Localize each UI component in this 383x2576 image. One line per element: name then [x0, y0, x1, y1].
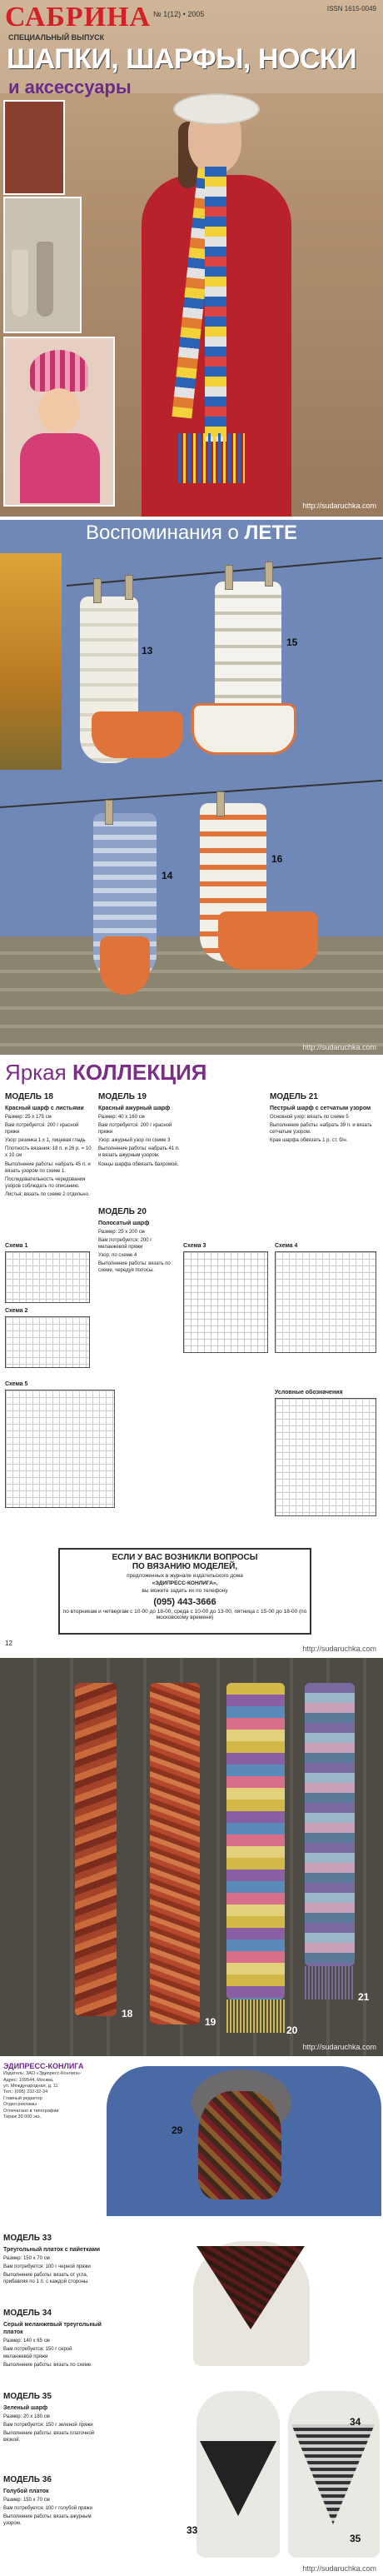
photo-number-35: 35	[350, 2533, 361, 2544]
socks-section	[0, 520, 383, 1055]
collection-title-prefix: Яркая	[5, 1060, 72, 1085]
wooden-fence	[0, 936, 383, 1055]
sock-15-foot	[192, 703, 296, 755]
clothesline-bottom	[0, 780, 382, 808]
model-cap	[173, 93, 260, 125]
instruction-line: Вам потребуется: 100 г черной пряжи	[3, 2264, 91, 2270]
model-21-instructions	[270, 1091, 378, 1146]
instruction-line: Выполнение работы: набрать 45 п. и вязать узором по схеме 1.	[5, 1161, 91, 1174]
scarf-18	[75, 1683, 117, 2016]
symbol-legend	[275, 1398, 376, 1516]
instruction-line: Плотность вязания: 18 п. и 26 р. = 10 х 10 см	[5, 1146, 92, 1159]
legend-title: Условные обозначения	[275, 1390, 343, 1395]
watermark-url: http://sudaruchka.com	[302, 2043, 376, 2051]
magazine-logo: САБРИНА	[5, 2, 152, 32]
watermark-url: http://sudaruchka.com	[302, 2564, 376, 2573]
instruction-line: Узор: резинка 1 х 1, лицевая гладь	[5, 1138, 86, 1144]
knitting-chart-3	[183, 1251, 268, 1353]
socks-title-bold: ЛЕТЕ	[244, 522, 298, 544]
chart-label: Схема 5	[5, 1381, 28, 1387]
model-heading: МОДЕЛЬ 19	[98, 1092, 147, 1101]
imprint-line: Отдел рекламы	[3, 2102, 37, 2108]
model-heading: МОДЕЛЬ 36	[3, 2475, 52, 2484]
instruction-line: Узор: по схеме 4	[98, 1253, 137, 1259]
scarf-number-19: 19	[205, 2016, 216, 2028]
clothespin	[93, 578, 102, 603]
model-heading: МОДЕЛЬ 21	[270, 1092, 318, 1101]
model-36-instructions	[3, 2474, 102, 2529]
knitting-chart-2	[5, 1316, 90, 1368]
knitting-chart-4	[275, 1251, 376, 1353]
sock-number-16: 16	[271, 853, 283, 865]
cover-thumbnail-scarf	[3, 100, 65, 195]
scarf-fringe	[226, 1999, 285, 2033]
sock-shape	[12, 250, 28, 317]
instruction-line: Вам потребуется: 100 г голубой пряжи	[3, 2506, 92, 2512]
model-heading: МОДЕЛЬ 35	[3, 2392, 52, 2401]
instruction-line: Вам потребуется: 200 г меланжевой пряжи	[98, 1238, 152, 1251]
watermark-url: http://sudaruchka.com	[302, 1043, 376, 1051]
socks-section-title	[0, 522, 383, 545]
knitting-chart-5	[5, 1390, 115, 1508]
clothespin	[125, 575, 133, 600]
issue-number: № 1(12) • 2005	[153, 10, 205, 18]
publisher-imprint	[3, 2061, 100, 2228]
help-hours: по вторникам и четвергам с 10-00 до 18-00, среда с 10-00 до 13-00, пятница с 15-00 до 18-00 (по московскому времени)	[62, 1609, 307, 1620]
instruction-line: Размер: 20 х 180 см	[3, 2414, 50, 2419]
instruction-line: Последовательность чередования узоров соблюдать по описанию.	[5, 1176, 86, 1189]
scarf-19	[150, 1683, 200, 2024]
child-face	[38, 388, 80, 433]
imprint-line: Тираж 30 000 экз.	[3, 2114, 42, 2120]
instruction-line: Размер: 40 х 160 см	[98, 1114, 145, 1120]
help-text: предложенных в журнале издательского дома	[127, 1573, 243, 1579]
model-heading: МОДЕЛЬ 20	[98, 1207, 147, 1216]
collection-title	[5, 1060, 206, 1086]
model-19-instructions	[98, 1091, 182, 1170]
photo-number-29: 29	[172, 2124, 183, 2136]
autumn-grass	[0, 553, 62, 770]
cover-title: ШАПКИ, ШАРФЫ, НОСКИ	[7, 43, 357, 75]
model-18-instructions	[5, 1091, 93, 1200]
shawls-section	[0, 2058, 383, 2576]
cover-subtitle: и аксессуары	[8, 77, 132, 97]
watermark-url: http://sudaruchka.com	[302, 502, 376, 510]
help-text: вы можете задать их по телефону	[142, 1588, 228, 1594]
model-heading: МОДЕЛЬ 34	[3, 2309, 52, 2318]
instruction-line: Размер: 140 х 65 см	[3, 2339, 50, 2344]
instruction-line: Размер: 150 х 70 см	[3, 2255, 50, 2261]
help-question-2: ПО ВЯЗАНИЮ МОДЕЛЕЙ,	[132, 1562, 238, 1571]
collection-section	[0, 1056, 383, 1656]
sock-13-foot	[92, 711, 183, 758]
sock-number-14: 14	[162, 870, 173, 881]
clothespin	[216, 791, 225, 816]
scarf-number-18: 18	[122, 2008, 133, 2019]
photo-number-34: 34	[350, 2416, 361, 2428]
instruction-line: Выполнение работы: вязать по схеме, чередуя полосы.	[98, 1261, 171, 1274]
instruction-line: Размер: 25 х 200 см	[98, 1229, 145, 1235]
model-subtitle: Треугольный платок с пайетками	[3, 2246, 101, 2253]
model-subtitle: Пестрый шарф с сетчатым узором	[270, 1105, 371, 1111]
instruction-line: Выполнение работы: набрать 39 п. и вязать сетчатым узором.	[270, 1123, 372, 1136]
issn-code: ISSN 1615-0049	[326, 5, 376, 12]
publisher-brand: ЭДИПРЕСС-КОНЛИГА	[3, 2062, 84, 2070]
help-publisher: «ЭДИПРЕСС-КОНЛИГА»,	[152, 1580, 218, 1586]
child-coat	[20, 433, 100, 503]
imprint-line: Главный редактор	[3, 2095, 42, 2101]
model-subtitle: Полосатый шарф	[98, 1220, 150, 1226]
model-35-instructions	[3, 2391, 102, 2445]
instruction-line: Выполнение работы: вязать ажурным узором.	[3, 2514, 92, 2527]
child-hat	[30, 350, 88, 392]
collection-title-bold: КОЛЛЕКЦИЯ	[72, 1060, 207, 1085]
special-edition-label: СПЕЦИАЛЬНЫЙ ВЫПУСК	[8, 33, 105, 42]
socks-title-prefix: Воспоминания о	[85, 522, 245, 544]
model-subtitle: Красный шарф с листьями	[5, 1105, 84, 1111]
model-34-instructions	[3, 2308, 102, 2370]
instruction-line: Вам потребуется: 200 г красной пряжи	[98, 1123, 172, 1136]
chart-label: Схема 4	[275, 1243, 298, 1249]
scarf-number-21: 21	[358, 1991, 370, 2003]
imprint-line: Тел.: (095) 232-32-34	[3, 2089, 48, 2095]
imprint-line: Отпечатано в типографии	[3, 2108, 59, 2114]
sock-number-13: 13	[142, 645, 153, 656]
model-heading: МОДЕЛЬ 18	[5, 1092, 53, 1101]
clothespin	[105, 800, 113, 825]
chart-label: Схема 2	[5, 1308, 28, 1314]
instruction-line: Выполнение работы: вязать по схеме.	[3, 2362, 92, 2368]
cover-section	[0, 0, 383, 517]
scarves-section	[0, 1658, 383, 2056]
instruction-line: Выполнение работы: вязать платочной вязкой.	[3, 2431, 95, 2444]
sock-14-foot	[100, 936, 150, 995]
model-subtitle: Серый меланжевый треугольный платок	[3, 2321, 102, 2335]
instruction-line: Размер: 150 х 70 см	[3, 2497, 50, 2503]
instruction-line: Вам потребуется: 150 г зеленой пряжи	[3, 2423, 93, 2429]
knitting-chart-1	[5, 1251, 90, 1303]
instruction-line: Выполнение работы: вязать от угла, прибавляя по 1 п. с каждой стороны.	[3, 2273, 89, 2285]
model-subtitle: Зеленый шарф	[3, 2404, 48, 2411]
page-number: 12	[5, 1640, 12, 1647]
scarf-fringe	[178, 433, 245, 483]
sock-16-foot	[218, 911, 318, 970]
instruction-line: Концы шарфа обвязать бахромой.	[98, 1161, 179, 1167]
photo-number-33: 33	[187, 2524, 198, 2536]
instruction-line: Размер: 25 х 175 см	[5, 1114, 52, 1120]
clothespin	[225, 565, 233, 590]
clothespin	[265, 562, 273, 587]
instruction-line: Узор: ажурный узор по схеме 3	[98, 1138, 171, 1144]
chart-label: Схема 1	[5, 1243, 28, 1249]
instruction-line: Вам потребуется: 200 г красной пряжи	[5, 1123, 79, 1136]
watermark-url: http://sudaruchka.com	[302, 1645, 376, 1653]
sock-shape	[37, 242, 53, 317]
instruction-line: Выполнение работы: набрать 41 п. и вязать ажурным узором.	[98, 1146, 180, 1159]
sock-number-15: 15	[286, 637, 298, 648]
scarf-number-20: 20	[286, 2024, 298, 2036]
striped-scarf	[205, 167, 226, 442]
model-subtitle: Красный ажурный шарф	[98, 1105, 171, 1111]
instruction-line: Вам потребуется: 150 г серой меланжевой пряжи	[3, 2347, 72, 2359]
imprint-line: Адрес: 109544, Москва,	[3, 2077, 54, 2083]
imprint-line: ул. Международная, д. 11	[3, 2083, 58, 2089]
help-question: ЕСЛИ У ВАС ВОЗНИКЛИ ВОПРОСЫ	[112, 1553, 258, 1562]
neck-scarf	[198, 2091, 281, 2199]
help-contact-box	[58, 1548, 311, 1635]
model-20-instructions	[98, 1206, 182, 1276]
instruction-line: Основной узор: вязать по схеме 5	[270, 1114, 349, 1120]
imprint-line: Издатель: ЗАО «Эдипресс-Конлига»	[3, 2071, 81, 2077]
instruction-line: Листья: вязать по схеме 2 отдельно.	[5, 1191, 90, 1197]
scarf-21	[305, 1683, 355, 1966]
chart-label: Схема 3	[183, 1243, 206, 1249]
model-heading: МОДЕЛЬ 33	[3, 2234, 52, 2243]
scarf-20	[226, 1683, 285, 1999]
model-subtitle: Голубой платок	[3, 2488, 49, 2494]
instruction-line: Края шарфа обвязать 1 р. ст. б/н.	[270, 1138, 348, 1144]
help-phone: (095) 443-3666	[153, 1597, 216, 1607]
scarf-fringe	[305, 1966, 355, 1999]
model-33-instructions	[3, 2233, 102, 2287]
